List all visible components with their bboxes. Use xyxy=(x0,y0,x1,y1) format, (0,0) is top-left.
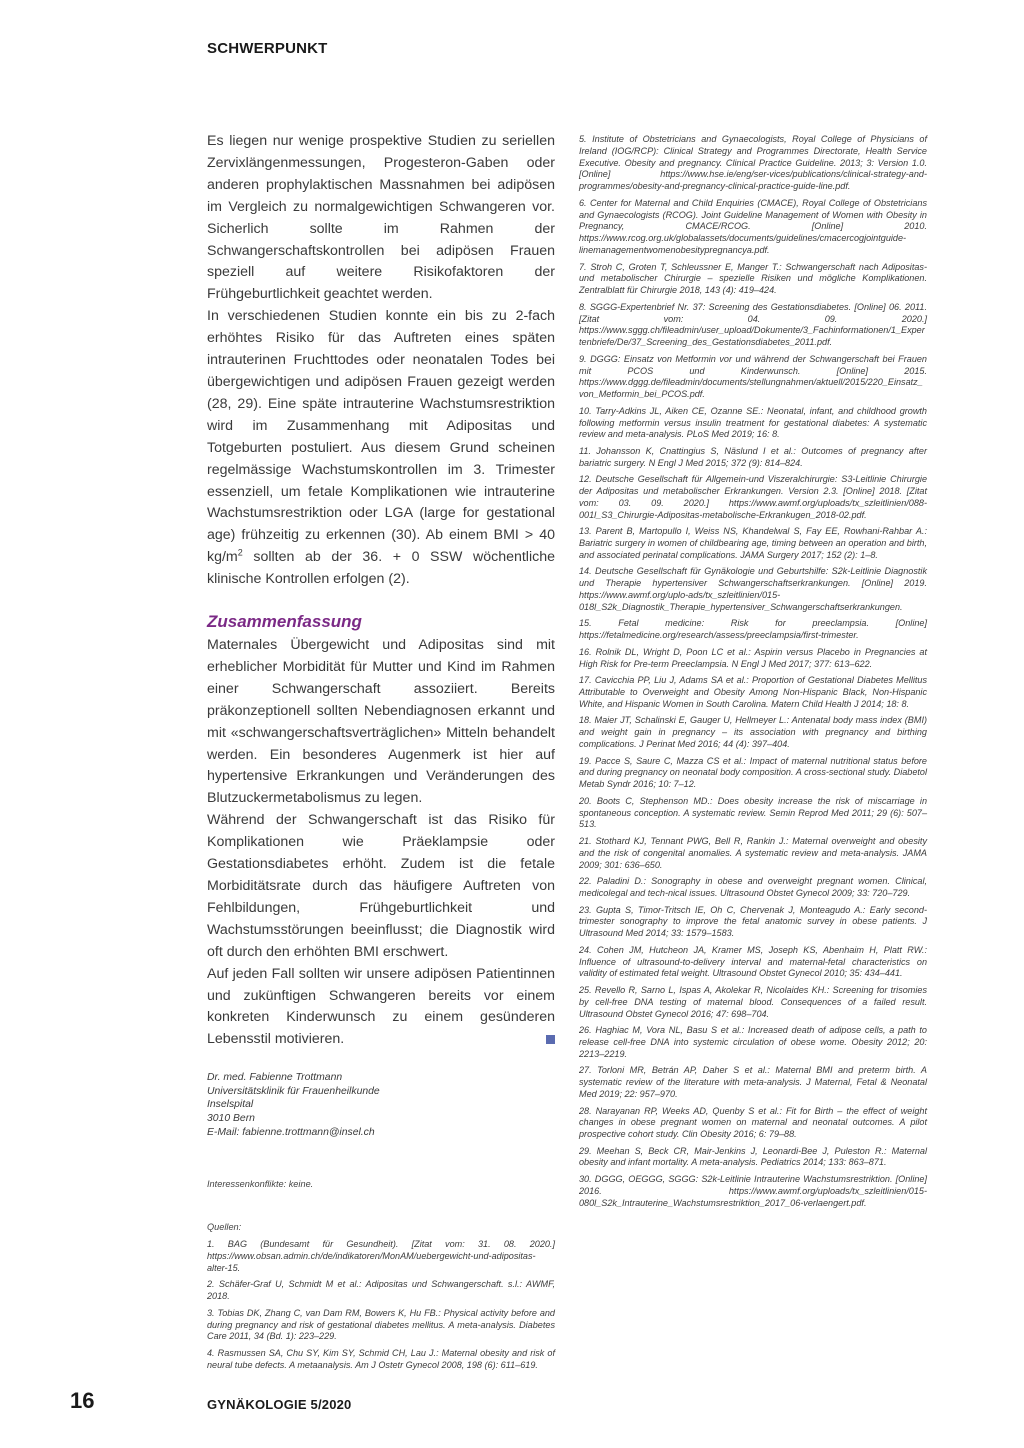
author-block xyxy=(207,1071,555,1139)
conflicts-of-interest: Interessenkonflikte: keine. xyxy=(207,1179,314,1190)
reference-item: 9. DGGG: Einsatz von Metformin vor und während der Schwangerschaft bei Frauen mit PCOS und Kinderwunsch. [Online] 2015. https://www.dggg.de/fileadmin/documents/stellungnahmen/aktuell/2015/220_Einsatz_von_Metformin_bei_PCOS.pdf. xyxy=(579,353,927,400)
reference-item: 20. Boots C, Stephenson MD.: Does obesity increase the risk of miscarriage in spontaneous conception. A systematic review. Semin Reprod Med 2011; 29 (6): 507–513. xyxy=(579,795,927,830)
paragraph-intro-2 xyxy=(207,306,555,591)
reference-item: 4. Rasmussen SA, Chu SY, Kim SY, Schmid CH, Lau J.: Maternal obesity and risk of neural tube defects. A metaanalysis. Am J Ostetr Gynecol 2008, 198 (6): 611–619. xyxy=(207,1347,555,1370)
page-number: 16 xyxy=(70,1388,95,1413)
reference-item: 21. Stothard KJ, Tennant PWG, Bell R, Rankin J.: Maternal overweight and obesity and the risk of congenital anomalies. A systematic review and meta-analysis. JAMA 2009; 301: 636–650. xyxy=(579,835,927,870)
paragraph-intro-2-cont: sollten ab der 36. + 0 SSW wöchentliche klinische Kontrollen erfolgen (2). xyxy=(207,549,555,588)
reference-item: 17. Cavicchia PP, Liu J, Adams SA et al.: Proportion of Gestational Diabetes Mellitus Attributable to Overweight and Obesity Among Non-Hispanic Black, Non-Hispanic White, and Hispanic Women in South Carolina. Matern Child Health J 2014; 18: 8. xyxy=(579,675,927,709)
author-hospital: Inselspital xyxy=(207,1099,254,1111)
reference-item: 25. Revello R, Sarno L, Ispas A, Akolekar R, Nicolaides KH.: Screening for trisomies by cell-free DNA testing of maternal blood. Consequences of a failed result. Ultrasound Obstet Gynecol 2016; 47: 698–704. xyxy=(579,984,927,1019)
reference-item: 23. Gupta S, Timor-Tritsch IE, Oh C, Chervenak J, Monteagudo A.: Early second-trimester sonography to improve the fetal anatomic survey in obese patients. J Ultrasound Med 2014; 33: 1579–1583. xyxy=(579,904,927,939)
section-header: SCHWERPUNKT xyxy=(207,40,328,57)
author-city: 3010 Bern xyxy=(207,1113,255,1125)
reference-item: 30. DGGG, OEGGG, SGGG: S2k-Leitlinie Intrauterine Wachstumsrestriktion. [Online] 2016. https://www.awmf.org/uploads/tx_szleitlinien/015-080l_S2k_Intrauterine_Wachstumsrestriktion_2017_06-verlaengert.pdf. xyxy=(579,1174,927,1208)
journal-issue: GYNÄKOLOGIE 5/2020 xyxy=(207,1397,352,1412)
summary-paragraph-3-text: Auf jeden Fall sollten wir unsere adipösen Patientinnen und zukünftigen Schwangeren bereits vor einem konkreten Kinderwunsch zu einem gesünderen Lebensstil motivieren. xyxy=(207,965,555,1048)
author-name: Dr. med. Fabienne Trottmann xyxy=(207,1072,343,1084)
reference-item: 12. Deutsche Gesellschaft für Allgemein-und Viszeralchirurgie: S3-Leitlinie Chirurgie der Adipositas und metabolischer Erkrankungen. Version 2.3. [Online] 2018. [Zitat vom: 03. 09. 2020.] https://www.awmf.org/uploads/tx_szleitlinien/088-001l_S3_Chirurgie-Adipositas-metabolische-Erkrankugen_2018-02.pdf. xyxy=(579,474,927,520)
reference-item: 19. Pacce S, Saure C, Mazza CS et al.: Impact of maternal nutritional status before and during pregnancy on neonatal body composition. A cross-sectional study. Diabetol Metab Syndr 2016; 10: 7–12. xyxy=(579,755,927,790)
reference-item: 28. Narayanan RP, Weeks AD, Quenby S et al.: Fit for Birth – the effect of weight changes in obese pregnant women on maternal and neonatal outcomes. A pilot prospective cohort study. Clin Obesity 2016; 6: 79–88. xyxy=(579,1105,927,1140)
reference-item: 14. Deutsche Gesellschaft für Gynäkologie und Geburtshilfe: S2k-Leitlinie Diagnostik und Therapie hypertensiver Schwangerschaftserkrankungen. [Online] 2019. https://www.awmf.org/uplo-ads/tx_szleitlinien/015-018l_S2k_Diagnostik_Therapie_hypertensiver_Schwangerschaftserkrankungen. xyxy=(579,566,927,612)
reference-item: 16. Rolnik DL, Wright D, Poon LC et al.: Aspirin versus Placebo in Pregnancies at High Risk for Pre-term Preeclampsia. N Engl J Med 2017; 377: 613–622. xyxy=(579,646,927,669)
author-email[interactable]: E-Mail: fabienne.trottmann@insel.ch xyxy=(207,1126,375,1138)
summary-paragraph-2: Während der Schwangerschaft ist das Risiko für Komplikationen wie Präeklampsie oder Gestationsdiabetes erhöht. Zudem ist die fetale Morbiditätsrate durch das häufigere Auftreten von Fehlbildungen, Frühgeburtlichkeit und Wachstumsstörungen beeinflusst; die Diagnostik wird oft durch den erhöhten BMI erschwert. xyxy=(207,812,555,960)
reference-item: 3. Tobias DK, Zhang C, van Dam RM, Bowers K, Hu FB.: Physical activity before and during pregnancy and risk of gestational diabetes mellitus. A meta-analysis. Diabetes Care 2011, 34 (Bd. 1): 223–229. xyxy=(207,1307,555,1342)
reference-list-left xyxy=(207,1239,555,1371)
reference-item: 13. Parent B, Martopullo I, Weiss NS, Khandelwal S, Fay EE, Rowhani-Rahbar A.: Bariatric surgery in women of childbearing age, timing between an operation and birth, and associated perinatal complications. JAMA Surgery 2017; 152 (2): 1–8. xyxy=(579,526,927,560)
reference-item: 7. Stroh C, Groten T, Schleussner E, Manger T.: Schwangerschaft nach Adipositas- und metabolischer Chirurgie – spezielle Risiken und mögliche Komplikationen. Zentralblatt für Chirurgie 2018, 143 (4): 419–424. xyxy=(579,261,927,296)
summary-paragraph-3 xyxy=(207,964,555,1052)
reference-item: 18. Maier JT, Schalinski E, Gauger U, Hellmeyer L.: Antenatal body mass index (BMI) and weight gain in pregnancy – its association with pregnancy and birthing complications. J Perinat Med 2016; 44 (4): 397–404. xyxy=(579,715,927,750)
left-column xyxy=(207,131,555,1376)
reference-item: 15. Fetal medicine: Risk for preeclampsia. [Online] https://fetalmedicine.org/research/assess/preeclampsia/first-trimester. xyxy=(579,618,927,641)
reference-item: 11. Johansson K, Cnattingius S, Näslund I et al.: Outcomes of pregnancy after bariatric surgery. N Engl J Med 2015; 372 (9): 814–824. xyxy=(579,445,927,468)
author-institution: Universitätsklinik für Frauenheilkunde xyxy=(207,1085,380,1097)
reference-item: 27. Torloni MR, Betrán AP, Daher S et al.: Maternal BMI and preterm birth. A systematic review of the literature with meta-analysis. J Maternal, Fetal & Neonatal Med 2019; 22: 957–970. xyxy=(579,1065,927,1099)
summary-paragraph-1: Maternales Übergewicht und Adipositas sind mit erheblicher Morbidität für Mutter und Kind im Rahmen einer Schwangerschaft assoziiert. Bereits präkonzeptionell sollten Nebendiagnosen erkannt und mit «schwangerschaftsverträglichen» Mitteln behandelt werden. Ein besonderes Augenmerk ist hier auf hypertensive Erkrankungen und Veränderungen des Blutzuckermetabolismus zu legen. xyxy=(207,637,555,807)
paragraph-intro-2-text: In verschiedenen Studien konnte ein bis zu 2-fach erhöhtes Risiko für das Auftreten eines späten intrauterinen Fruchttodes oder neonatalen Todes bei übergewichtigen und adipösen Frauen gezeigt werden (28, 29). Eine späte intrauterine Wachstumsrestriktion wird im Zusammenhang mit Adipositas und Totgeburten postuliert. Aus diesem Grund scheinen regelmässige Wachstumskontrollen im 3. Trimester essenziell, um fetale Komplikationen wie intrauterine Wachstumsrestriktion oder LGA (large for gestational age) frühzeitig zu erkennen (30). Ab einem BMI > 40 kg/m xyxy=(207,308,555,566)
reference-item: 1. BAG (Bundesamt für Gesundheit). [Zitat vom: 31. 08. 2020.] https://www.obsan.admin.ch/de/indikatoren/MonAM/uebergewicht-und-adipositas-alter-15. xyxy=(207,1239,555,1273)
reference-item: 8. SGGG-Expertenbrief Nr. 37: Screening des Gestationsdiabetes. [Online] 06. 2011. [Zitat vom: 04. 09. 2020.] https://www.sggg.ch/fileadmin/user_upload/Dokumente/3_Fachinformationen/1_Expertenbriefe/De/37_Screening_des_Gestationsdiabetes_2011.pdf. xyxy=(579,301,927,348)
superscript-2: 2 xyxy=(237,547,243,558)
reference-item: 29. Meehan S, Beck CR, Mair-Jenkins J, Leonardi-Bee J, Puleston R.: Maternal obesity and infant mortality. A meta-analysis. Pediatrics 2014; 133: 863–871. xyxy=(579,1145,927,1168)
paragraph-intro-1: Es liegen nur wenige prospektive Studien zu seriellen Zervixlängenmessungen, Progesteron-Gaben oder anderen prophylaktischen Massnahmen bei adipösen im Vergleich zu normalgewichtigen Schwangeren vor. Sicherlich sollte im Rahmen der Schwangerschaftskontrollen bei adipösen Frauen speziell auf weitere Risikofaktoren der Frühgeburtlichkeit geachtet werden. xyxy=(207,133,555,303)
end-of-article-square-icon xyxy=(546,1035,555,1044)
body-text xyxy=(207,131,555,1051)
right-column-references xyxy=(579,134,927,1214)
summary-heading: Zusammenfassung xyxy=(207,612,362,632)
reference-item: 26. Haghiac M, Vora NL, Basu S et al.: Increased death of adipose cells, a path to release cell-free DNA into systemic circulation of obese wome. Obesity 2012; 20: 2213–2219. xyxy=(579,1025,927,1059)
reference-item: 2. Schäfer-Graf U, Schmidt M et al.: Adipositas und Schwangerschaft. s.l.: AWMF, 2018. xyxy=(207,1279,555,1302)
reference-item: 10. Tarry-Adkins JL, Aiken CE, Ozanne SE.: Neonatal, infant, and childhood growth following metformin versus insulin treatment for gestational diabetes: A systematic review and meta-analysis. PLoS Med 2019; 16: 8. xyxy=(579,405,927,440)
reference-item: 6. Center for Maternal and Child Enquiries (CMACE), Royal College of Obstetricians and Gynaecologists (RCOG). Joint Guideline Management of Women with Obesity in Pregnancy, CMACE/RCOG. [Online] 2010. https://www.rcog.org.uk/globalassets/documents/guidelines/cmacercogjointguide-linemanagementwomenobesitypregnancya.pdf. xyxy=(579,197,927,255)
reference-item: 24. Cohen JM, Hutcheon JA, Kramer MS, Joseph KS, Abenhaim H, Platt RW.: Influence of ultrasound-to-delivery interval and maternal-fetal characteristics on validity of estimated fetal weight. Ultrasound Obstet Gynecol 2010; 35: 434–441. xyxy=(579,944,927,979)
reference-item: 22. Paladini D.: Sonography in obese and overweight pregnant women. Clinical, medicolegal and tech-nical issues. Ultrasound Obstet Gynecol 2009; 33: 720–729. xyxy=(579,876,927,898)
sources-label: Quellen: xyxy=(207,1222,242,1233)
reference-item: 5. Institute of Obstetricians and Gynaecologists, Royal College of Physicians of Ireland (IOG/RCP): Clinical Strategy and Programmes Directorate, Health Service Executive. Obesity and pregnancy. Clinical Practice Guideline. 2013; 3: Version 1.0. [Online] https://www.hse.ie/eng/ser-vices/publications/clinical-strategy-and-programmes/obesity-and-pregnancy-clinical-practice-guide-line.pdf. xyxy=(579,134,927,192)
